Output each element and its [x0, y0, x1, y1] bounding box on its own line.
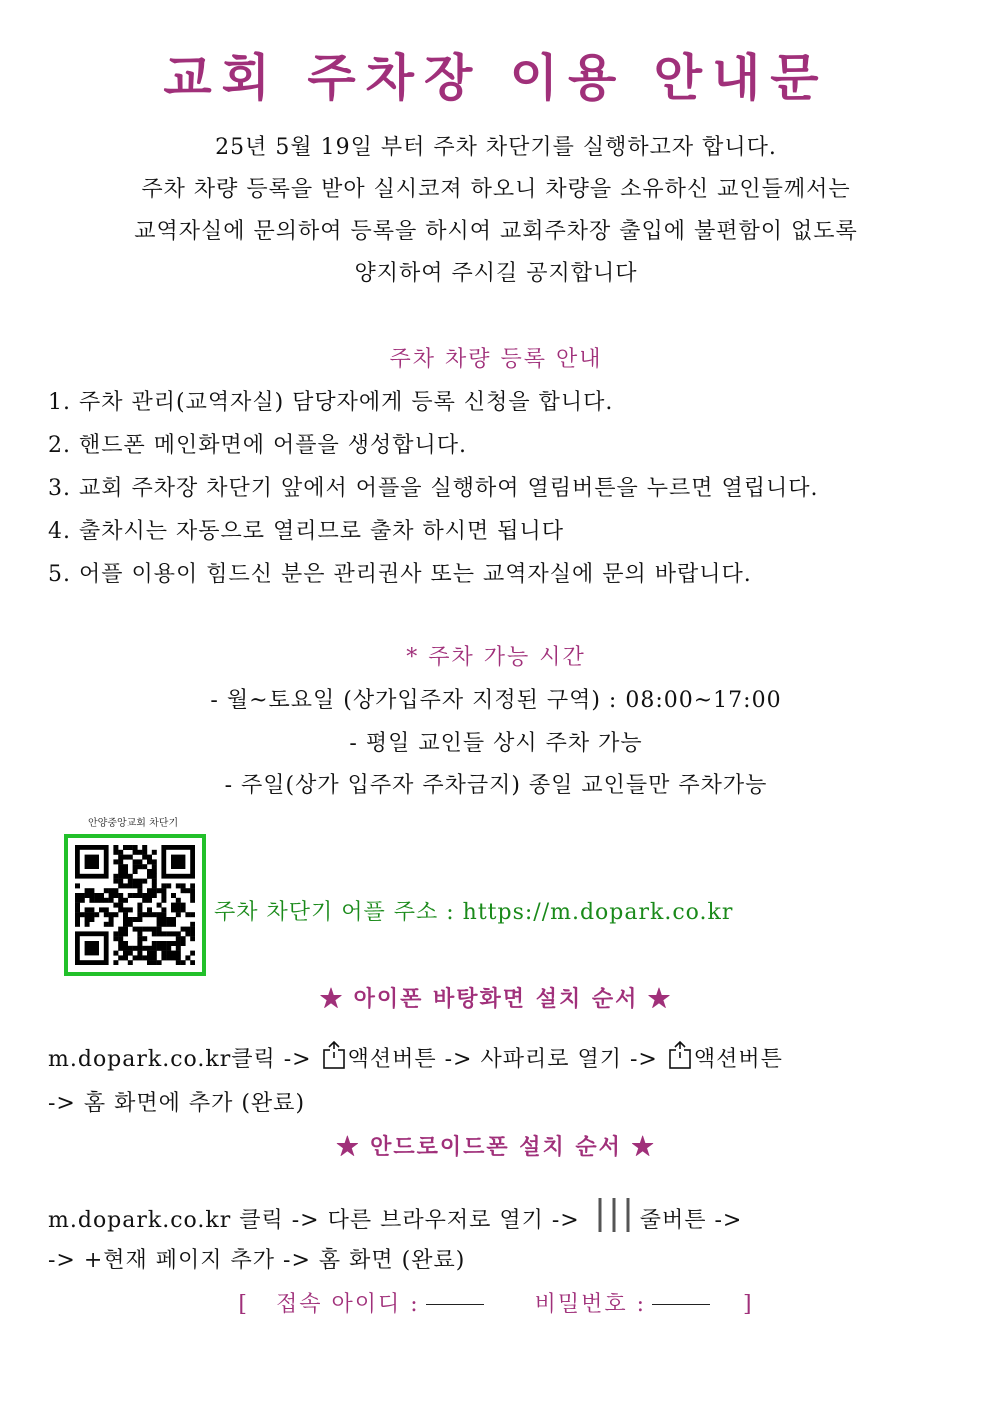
iphone-step-text: 액션버튼	[693, 1047, 783, 1072]
intro-line: 주차 차량 등록을 받아 실시코져 하오니 차량을 소유하신 교인들께서는	[141, 177, 851, 202]
page-title: 교회 주차장 이용 안내문	[163, 49, 829, 107]
login-id-blank	[426, 1304, 484, 1305]
hours-heading: * 주차 가능 시간	[406, 645, 586, 670]
android-step-text: 줄버튼 ->	[639, 1208, 743, 1233]
android-step-text: m.dopark.co.kr 클릭 -> 다른 브라우저로 열기 ->	[48, 1208, 588, 1233]
iphone-step-text: m.dopark.co.kr클릭 ->	[48, 1047, 320, 1072]
registration-heading: 주차 차량 등록 안내	[389, 347, 603, 372]
app-address-link[interactable]: 주차 차단기 어플 주소 : https://m.dopark.co.kr	[214, 900, 734, 925]
login-info	[0, 1287, 992, 1318]
qr-code-icon	[75, 845, 195, 965]
registration-step: 1. 주차 관리(교역자실) 담당자에게 등록 신청을 합니다.	[48, 390, 614, 415]
menu-icon	[594, 1195, 634, 1235]
share-icon	[668, 1040, 692, 1070]
hours-line: - 주일(상가 입주자 주차금지) 종일 교인들만 주차가능	[224, 773, 768, 798]
share-icon	[322, 1040, 346, 1070]
qr-caption: 안양중앙교회 차단기	[88, 818, 179, 829]
intro-line: 교역자실에 문의하여 등록을 하시여 교회주차장 출입에 불편함이 없도록	[134, 219, 858, 244]
registration-step: 5. 어플 이용이 힘드신 분은 관리권사 또는 교역자실에 문의 바랍니다.	[48, 562, 752, 587]
login-id-label: 접속 아이디 :	[275, 1292, 420, 1317]
login-pw-label: 비밀번호 :	[534, 1292, 647, 1317]
registration-step: 4. 출차시는 자동으로 열리므로 출차 하시면 됩니다	[48, 519, 564, 544]
hours-line: - 평일 교인들 상시 주차 가능	[349, 731, 643, 756]
qr-code[interactable]	[64, 834, 206, 976]
iphone-step-line	[48, 1040, 783, 1073]
intro-line: 25년 5월 19일 부터 주차 차단기를 실행하고자 합니다.	[215, 135, 777, 160]
intro-line: 양지하여 주시길 공지합니다	[354, 261, 638, 286]
registration-step: 2. 핸드폰 메인화면에 어플을 생성합니다.	[48, 433, 467, 458]
iphone-heading: ★ 아이폰 바탕화면 설치 순서 ★	[319, 986, 673, 1012]
android-step-line: -> +현재 페이지 추가 -> 홈 화면 (완료)	[48, 1248, 466, 1273]
android-step-line	[48, 1195, 742, 1235]
login-pw-blank	[652, 1304, 710, 1305]
iphone-step-text: 액션버튼 -> 사파리로 열기 ->	[347, 1047, 666, 1072]
login-bracket-close: ]	[743, 1292, 754, 1317]
hours-line: - 월~토요일 (상가입주자 지정된 구역) : 08:00~17:00	[210, 688, 782, 713]
registration-step: 3. 교회 주차장 차단기 앞에서 어플을 실행하여 열림버튼을 누르면 열립니다.	[48, 476, 819, 501]
iphone-step-line: -> 홈 화면에 추가 (완료)	[48, 1091, 306, 1116]
android-heading: ★ 안드로이드폰 설치 순서 ★	[336, 1134, 656, 1160]
login-bracket-open: [	[238, 1292, 249, 1317]
